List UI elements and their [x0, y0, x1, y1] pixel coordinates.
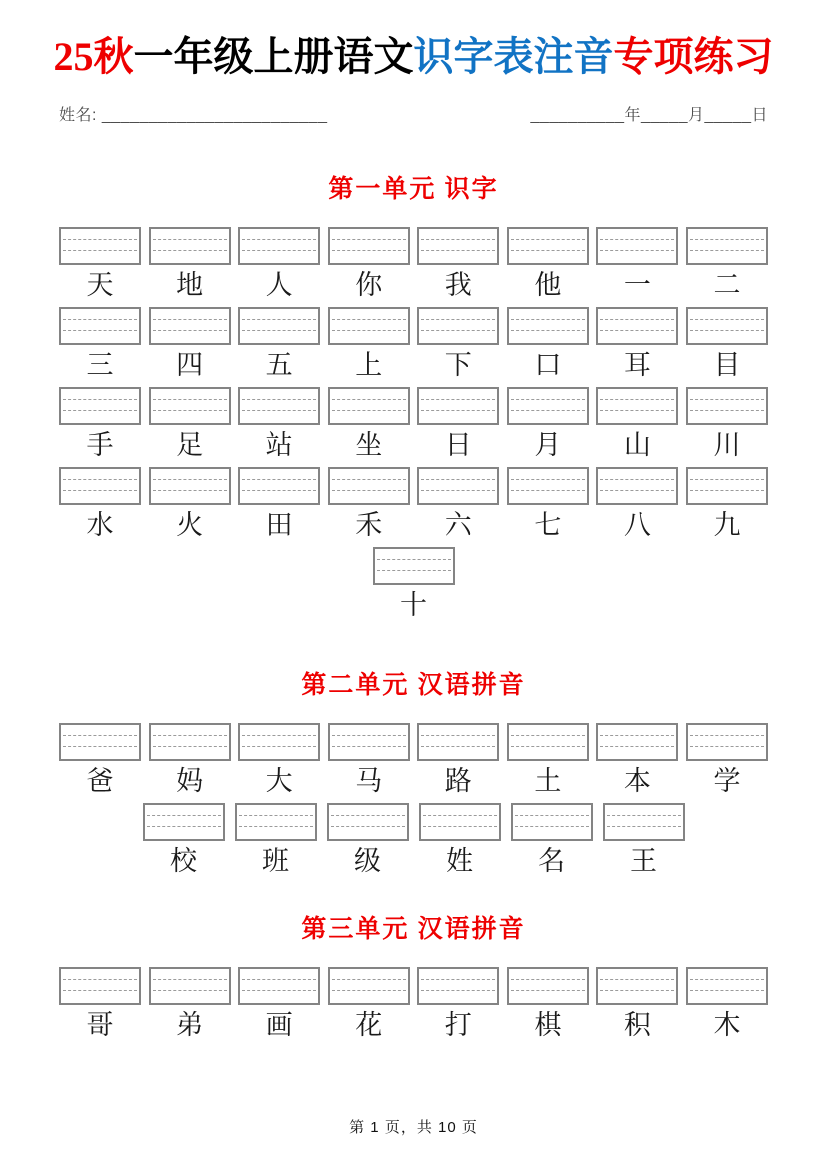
pinyin-writing-box — [603, 803, 685, 841]
pinyin-writing-box — [59, 467, 141, 505]
chinese-character: 校 — [170, 846, 197, 876]
character-cell — [507, 723, 589, 799]
guide-line-lower — [242, 746, 316, 747]
character-cell — [149, 227, 231, 303]
guide-line-upper — [511, 979, 585, 980]
character-cell — [328, 307, 410, 383]
chinese-character: 我 — [444, 270, 472, 300]
character-cell — [238, 967, 320, 1043]
chinese-character: 马 — [355, 766, 383, 796]
character-row — [59, 803, 768, 879]
guide-line-lower — [332, 746, 406, 747]
chinese-character: 王 — [630, 846, 657, 876]
character-row — [59, 467, 768, 543]
pinyin-writing-box — [149, 307, 231, 345]
chinese-character: 哥 — [86, 1010, 114, 1040]
guide-line-lower — [511, 490, 585, 491]
character-cell — [596, 967, 678, 1043]
character-cell — [59, 723, 141, 799]
character-cell — [417, 967, 499, 1043]
pinyin-writing-box — [328, 967, 410, 1005]
pinyin-writing-box — [238, 467, 320, 505]
character-cell — [59, 967, 141, 1043]
guide-line-upper — [332, 479, 406, 480]
chinese-character: 日 — [444, 430, 472, 460]
chinese-character: 目 — [713, 350, 741, 380]
character-row — [59, 547, 768, 623]
guide-line-upper — [153, 979, 227, 980]
section-heading: 第二单元 汉语拼音 — [301, 672, 526, 699]
guide-line-lower — [600, 410, 674, 411]
guide-line-lower — [421, 410, 495, 411]
guide-line-upper — [690, 399, 764, 400]
pinyin-writing-box — [328, 227, 410, 265]
character-cell — [59, 467, 141, 543]
chinese-character: 大 — [265, 766, 293, 796]
guide-line-lower — [153, 990, 227, 991]
guide-line-upper — [147, 815, 221, 816]
chinese-character: 本 — [623, 766, 651, 796]
guide-line-lower — [153, 330, 227, 331]
guide-line-lower — [421, 490, 495, 491]
page-title — [0, 34, 827, 80]
title-segment-topic: 识字表注音 — [413, 34, 614, 79]
character-cell — [238, 467, 320, 543]
guide-line-upper — [421, 399, 495, 400]
chinese-character: 土 — [534, 766, 562, 796]
guide-line-upper — [63, 979, 137, 980]
guide-line-lower — [515, 826, 589, 827]
chinese-character: 地 — [176, 270, 204, 300]
pinyin-writing-box — [686, 307, 768, 345]
character-cell — [596, 227, 678, 303]
character-cell — [596, 307, 678, 383]
guide-line-lower — [511, 250, 585, 251]
guide-line-upper — [421, 479, 495, 480]
chinese-character: 耳 — [623, 350, 651, 380]
chinese-character: 花 — [355, 1010, 383, 1040]
pinyin-writing-box — [59, 723, 141, 761]
guide-line-lower — [63, 746, 137, 747]
character-cell — [149, 967, 231, 1043]
pinyin-writing-box — [596, 723, 678, 761]
character-cell — [328, 967, 410, 1043]
pinyin-writing-box — [686, 227, 768, 265]
pinyin-writing-box — [596, 307, 678, 345]
chinese-character: 人 — [265, 270, 293, 300]
pinyin-writing-box — [596, 387, 678, 425]
pinyin-writing-box — [419, 803, 501, 841]
pinyin-writing-box — [507, 307, 589, 345]
pinyin-writing-box — [328, 723, 410, 761]
pinyin-writing-box — [59, 967, 141, 1005]
guide-line-lower — [332, 410, 406, 411]
pinyin-writing-box — [417, 967, 499, 1005]
name-field — [59, 102, 327, 125]
chinese-character: 山 — [623, 430, 651, 460]
character-cell — [149, 387, 231, 463]
character-cell — [686, 723, 768, 799]
character-cell — [238, 723, 320, 799]
pinyin-writing-box — [149, 967, 231, 1005]
chinese-character: 口 — [534, 350, 562, 380]
pinyin-writing-box — [596, 227, 678, 265]
guide-line-upper — [423, 815, 497, 816]
pinyin-writing-box — [149, 467, 231, 505]
guide-line-upper — [242, 979, 316, 980]
character-cell — [59, 227, 141, 303]
pinyin-writing-box — [507, 967, 589, 1005]
pinyin-writing-box — [328, 467, 410, 505]
guide-line-upper — [63, 319, 137, 320]
chinese-character: 火 — [176, 510, 204, 540]
guide-line-lower — [421, 746, 495, 747]
guide-line-lower — [600, 490, 674, 491]
chinese-character: 二 — [713, 270, 741, 300]
pinyin-writing-box — [238, 227, 320, 265]
guide-line-upper — [600, 399, 674, 400]
chinese-character: 画 — [265, 1010, 293, 1040]
guide-line-upper — [607, 815, 681, 816]
guide-line-upper — [511, 479, 585, 480]
character-cell — [507, 307, 589, 383]
pinyin-writing-box — [327, 803, 409, 841]
character-cell — [596, 387, 678, 463]
character-cell — [507, 467, 589, 543]
chinese-character: 足 — [176, 430, 204, 460]
pinyin-writing-box — [686, 723, 768, 761]
name-label: 姓名: — [59, 107, 97, 124]
guide-line-lower — [63, 490, 137, 491]
character-cell — [143, 803, 225, 879]
pinyin-writing-box — [507, 387, 589, 425]
pinyin-writing-box — [149, 387, 231, 425]
worksheet-sections — [59, 169, 768, 1043]
title-segment-grade-prefix: 25秋 — [53, 34, 134, 79]
character-cell — [417, 227, 499, 303]
guide-line-upper — [332, 319, 406, 320]
character-cell — [373, 547, 455, 623]
guide-line-upper — [511, 399, 585, 400]
guide-line-upper — [600, 319, 674, 320]
guide-line-upper — [690, 735, 764, 736]
chinese-character: 田 — [265, 510, 293, 540]
guide-line-lower — [332, 490, 406, 491]
character-cell — [507, 967, 589, 1043]
guide-line-lower — [511, 990, 585, 991]
chinese-character: 坐 — [355, 430, 383, 460]
chinese-character: 一 — [623, 270, 651, 300]
chinese-character: 打 — [444, 1010, 472, 1040]
guide-line-lower — [690, 990, 764, 991]
chinese-character: 五 — [265, 350, 293, 380]
guide-line-upper — [63, 399, 137, 400]
character-row — [59, 387, 768, 463]
guide-line-upper — [332, 239, 406, 240]
pinyin-writing-box — [238, 723, 320, 761]
pinyin-writing-box — [238, 387, 320, 425]
guide-line-upper — [242, 239, 316, 240]
character-cell — [417, 307, 499, 383]
character-cell — [511, 803, 593, 879]
pinyin-writing-box — [507, 227, 589, 265]
pinyin-writing-box — [328, 387, 410, 425]
pinyin-writing-box — [686, 387, 768, 425]
guide-line-lower — [690, 490, 764, 491]
character-cell — [686, 967, 768, 1043]
character-row — [59, 307, 768, 383]
character-cell — [149, 723, 231, 799]
guide-line-lower — [153, 490, 227, 491]
character-cell — [238, 307, 320, 383]
guide-line-upper — [690, 239, 764, 240]
character-cell — [686, 467, 768, 543]
guide-line-upper — [153, 479, 227, 480]
chinese-character: 积 — [623, 1010, 651, 1040]
guide-line-lower — [607, 826, 681, 827]
character-cell — [686, 387, 768, 463]
guide-line-lower — [511, 746, 585, 747]
character-row — [59, 967, 768, 1043]
pinyin-writing-box — [417, 467, 499, 505]
guide-line-lower — [147, 826, 221, 827]
guide-line-lower — [63, 330, 137, 331]
chinese-character: 路 — [444, 766, 472, 796]
chinese-character: 六 — [444, 510, 472, 540]
character-cell — [417, 467, 499, 543]
guide-line-upper — [511, 735, 585, 736]
chinese-character: 棋 — [534, 1010, 562, 1040]
pinyin-writing-box — [596, 467, 678, 505]
guide-line-upper — [331, 815, 405, 816]
character-cell — [238, 387, 320, 463]
guide-line-lower — [153, 410, 227, 411]
guide-line-upper — [239, 815, 313, 816]
guide-line-upper — [600, 979, 674, 980]
chinese-character: 弟 — [176, 1010, 204, 1040]
character-cell — [235, 803, 317, 879]
pinyin-writing-box — [686, 967, 768, 1005]
chinese-character: 天 — [86, 270, 114, 300]
guide-line-lower — [600, 746, 674, 747]
guide-line-upper — [600, 479, 674, 480]
pinyin-writing-box — [507, 467, 589, 505]
character-cell — [417, 723, 499, 799]
pinyin-writing-box — [373, 547, 455, 585]
pinyin-writing-box — [507, 723, 589, 761]
guide-line-lower — [600, 990, 674, 991]
guide-line-lower — [600, 250, 674, 251]
chinese-character: 下 — [444, 350, 472, 380]
character-cell — [507, 387, 589, 463]
guide-line-lower — [421, 330, 495, 331]
guide-line-upper — [242, 479, 316, 480]
character-cell — [59, 387, 141, 463]
pinyin-writing-box — [59, 387, 141, 425]
guide-line-lower — [242, 330, 316, 331]
chinese-character: 级 — [354, 846, 381, 876]
chinese-character: 姓 — [446, 846, 473, 876]
guide-line-upper — [511, 319, 585, 320]
guide-line-upper — [242, 399, 316, 400]
pinyin-writing-box — [328, 307, 410, 345]
guide-line-lower — [332, 990, 406, 991]
guide-line-lower — [242, 410, 316, 411]
character-cell — [149, 307, 231, 383]
guide-line-upper — [600, 239, 674, 240]
chinese-character: 他 — [534, 270, 562, 300]
character-cell — [686, 227, 768, 303]
chinese-character: 妈 — [176, 766, 204, 796]
guide-line-upper — [242, 319, 316, 320]
character-cell — [327, 803, 409, 879]
guide-line-upper — [600, 735, 674, 736]
guide-line-upper — [421, 735, 495, 736]
chinese-character: 你 — [355, 270, 383, 300]
guide-line-upper — [153, 735, 227, 736]
character-cell — [603, 803, 685, 879]
pinyin-writing-box — [59, 227, 141, 265]
guide-line-upper — [511, 239, 585, 240]
guide-line-upper — [421, 979, 495, 980]
guide-line-lower — [63, 990, 137, 991]
guide-line-lower — [690, 250, 764, 251]
guide-line-upper — [332, 979, 406, 980]
chinese-character: 四 — [176, 350, 204, 380]
pinyin-writing-box — [511, 803, 593, 841]
guide-line-upper — [690, 479, 764, 480]
character-cell — [149, 467, 231, 543]
character-cell — [238, 227, 320, 303]
pinyin-writing-box — [596, 967, 678, 1005]
guide-line-lower — [63, 250, 137, 251]
character-cell — [596, 467, 678, 543]
guide-line-upper — [153, 239, 227, 240]
guide-line-lower — [511, 330, 585, 331]
guide-line-upper — [421, 319, 495, 320]
character-row — [59, 227, 768, 303]
name-blank-line: ________________________ — [101, 107, 328, 124]
guide-line-upper — [63, 239, 137, 240]
chinese-character: 学 — [713, 766, 741, 796]
chinese-character: 名 — [538, 846, 565, 876]
character-cell — [328, 467, 410, 543]
guide-line-lower — [690, 746, 764, 747]
guide-line-lower — [332, 330, 406, 331]
guide-line-upper — [377, 559, 451, 560]
guide-line-lower — [600, 330, 674, 331]
title-segment-practice: 专项练习 — [613, 34, 774, 79]
character-row — [59, 723, 768, 799]
pinyin-writing-box — [143, 803, 225, 841]
character-cell — [686, 307, 768, 383]
guide-line-lower — [242, 490, 316, 491]
chinese-character: 川 — [713, 430, 741, 460]
chinese-character: 八 — [623, 510, 651, 540]
character-cell — [507, 227, 589, 303]
pinyin-writing-box — [238, 967, 320, 1005]
guide-line-upper — [332, 735, 406, 736]
guide-line-lower — [690, 330, 764, 331]
pinyin-writing-box — [417, 227, 499, 265]
guide-line-lower — [421, 990, 495, 991]
page-number: 第 1 页，共 10 页 — [349, 1119, 478, 1136]
pinyin-writing-box — [686, 467, 768, 505]
chinese-character: 班 — [262, 846, 289, 876]
pinyin-writing-box — [417, 387, 499, 425]
section-heading: 第一单元 识字 — [328, 176, 499, 203]
pinyin-writing-box — [235, 803, 317, 841]
chinese-character: 七 — [534, 510, 562, 540]
section-heading: 第三单元 汉语拼音 — [301, 916, 526, 943]
chinese-character: 木 — [713, 1010, 741, 1040]
guide-line-upper — [242, 735, 316, 736]
guide-line-lower — [331, 826, 405, 827]
date-field: __________年_____月_____日 — [530, 107, 768, 124]
guide-line-lower — [153, 746, 227, 747]
chinese-character: 站 — [265, 430, 293, 460]
character-cell — [419, 803, 501, 879]
guide-line-lower — [423, 826, 497, 827]
pinyin-writing-box — [417, 723, 499, 761]
guide-line-lower — [377, 570, 451, 571]
guide-line-lower — [690, 410, 764, 411]
guide-line-lower — [242, 990, 316, 991]
pinyin-writing-box — [417, 307, 499, 345]
chinese-character: 月 — [534, 430, 562, 460]
pinyin-writing-box — [149, 723, 231, 761]
guide-line-upper — [153, 319, 227, 320]
guide-line-upper — [332, 399, 406, 400]
chinese-character: 爸 — [86, 766, 114, 796]
guide-line-lower — [63, 410, 137, 411]
character-cell — [328, 227, 410, 303]
chinese-character: 水 — [86, 510, 114, 540]
chinese-character: 禾 — [355, 510, 383, 540]
character-cell — [328, 387, 410, 463]
pinyin-writing-box — [149, 227, 231, 265]
character-cell — [59, 307, 141, 383]
guide-line-lower — [153, 250, 227, 251]
guide-line-upper — [63, 479, 137, 480]
character-cell — [596, 723, 678, 799]
guide-line-upper — [515, 815, 589, 816]
title-segment-book: 一年级上册语文 — [133, 34, 414, 79]
guide-line-upper — [153, 399, 227, 400]
chinese-character: 上 — [355, 350, 383, 380]
pinyin-writing-box — [59, 307, 141, 345]
chinese-character: 十 — [400, 590, 427, 620]
guide-line-upper — [421, 239, 495, 240]
guide-line-upper — [690, 979, 764, 980]
character-cell — [417, 387, 499, 463]
chinese-character: 三 — [86, 350, 114, 380]
guide-line-lower — [242, 250, 316, 251]
guide-line-lower — [421, 250, 495, 251]
meta-row — [59, 102, 768, 125]
guide-line-upper — [690, 319, 764, 320]
guide-line-lower — [332, 250, 406, 251]
pinyin-writing-box — [238, 307, 320, 345]
guide-line-lower — [511, 410, 585, 411]
chinese-character: 九 — [713, 510, 741, 540]
character-cell — [328, 723, 410, 799]
guide-line-upper — [63, 735, 137, 736]
chinese-character: 手 — [86, 430, 114, 460]
guide-line-lower — [239, 826, 313, 827]
